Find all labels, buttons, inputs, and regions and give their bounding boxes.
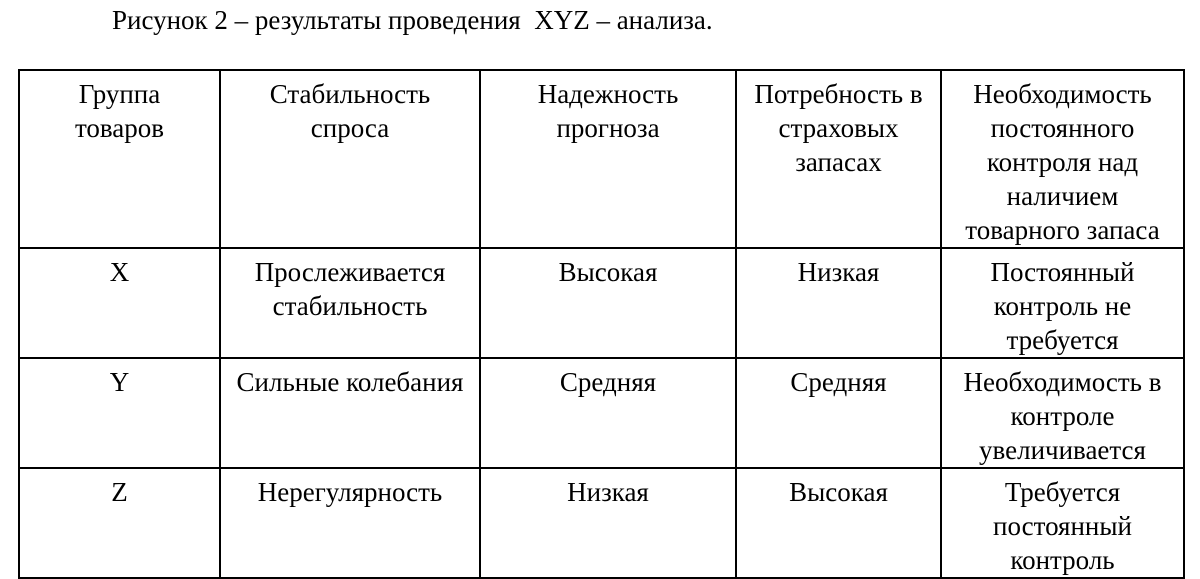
- cell-line: прогноза: [556, 113, 660, 143]
- cell-line: Нерегулярность: [257, 477, 443, 507]
- cell-line: Постоянный: [990, 257, 1135, 287]
- header-cell-demand-stability: [220, 70, 480, 248]
- table-cell-control-need: [941, 358, 1184, 468]
- cell-line: Высокая: [558, 257, 658, 287]
- cell-line: Z: [111, 477, 128, 507]
- table-cell-forecast-reliability: [480, 468, 736, 578]
- cell-line: контроль: [1010, 545, 1115, 575]
- table-cell-group: [19, 358, 220, 468]
- cell-line: Средняя: [559, 367, 657, 397]
- cell-line: Низкая: [797, 257, 880, 287]
- cell-line: контроле: [1010, 401, 1115, 431]
- cell-line: постоянного: [990, 113, 1135, 143]
- cell-line: стабильность: [272, 291, 428, 321]
- cell-line: запасах: [795, 147, 882, 177]
- cell-line: Низкая: [567, 477, 649, 507]
- table-cell-safety-stock-need: [736, 468, 941, 578]
- header-cell-control-need: [941, 70, 1184, 248]
- cell-line: Сильные колебания: [236, 367, 464, 397]
- table-cell-control-need: [941, 468, 1184, 578]
- table-cell-group: [19, 468, 220, 578]
- cell-line: Потребность в: [754, 79, 923, 109]
- table-cell-control-need: [941, 248, 1184, 358]
- table-cell-demand-stability: [220, 468, 480, 578]
- cell-line: Прослеживается: [254, 257, 446, 287]
- cell-line: увеличивается: [979, 435, 1146, 465]
- cell-line: Y: [109, 367, 130, 397]
- cell-line: наличием: [1006, 181, 1119, 211]
- table-cell-demand-stability: [220, 358, 480, 468]
- table-row: [19, 358, 1184, 468]
- cell-line: страховых: [778, 113, 899, 143]
- cell-line: товарного запаса: [965, 215, 1160, 245]
- header-cell-forecast-reliability: [480, 70, 736, 248]
- table-cell-forecast-reliability: [480, 248, 736, 358]
- cell-line: постоянный: [993, 511, 1132, 541]
- cell-line: товаров: [74, 113, 165, 143]
- cell-line: спроса: [310, 113, 390, 143]
- cell-line: контроль не: [993, 291, 1132, 321]
- table-row: [19, 468, 1184, 578]
- cell-line: Необходимость: [973, 79, 1152, 109]
- header-cell-safety-stock-need: [736, 70, 941, 248]
- table-cell-group: [19, 248, 220, 358]
- table-header-row: [19, 70, 1184, 248]
- cell-line: X: [109, 257, 130, 287]
- cell-line: контроля над: [986, 147, 1139, 177]
- header-cell-group: [19, 70, 220, 248]
- cell-line: Необходимость в: [963, 367, 1162, 397]
- cell-line: Высокая: [789, 477, 888, 507]
- xyz-analysis-table: [18, 69, 1185, 579]
- cell-line: Надежность: [537, 79, 679, 109]
- figure-caption: Рисунок 2 – результаты проведения XYZ – анализа.: [112, 5, 713, 35]
- table-cell-safety-stock-need: [736, 248, 941, 358]
- table-cell-forecast-reliability: [480, 358, 736, 468]
- cell-line: требуется: [1006, 325, 1119, 355]
- cell-line: Группа: [78, 79, 161, 109]
- cell-line: Стабильность: [269, 79, 431, 109]
- table-cell-demand-stability: [220, 248, 480, 358]
- cell-line: Требуется: [1004, 477, 1121, 507]
- table-cell-safety-stock-need: [736, 358, 941, 468]
- table-row: [19, 248, 1184, 358]
- cell-line: Средняя: [790, 367, 887, 397]
